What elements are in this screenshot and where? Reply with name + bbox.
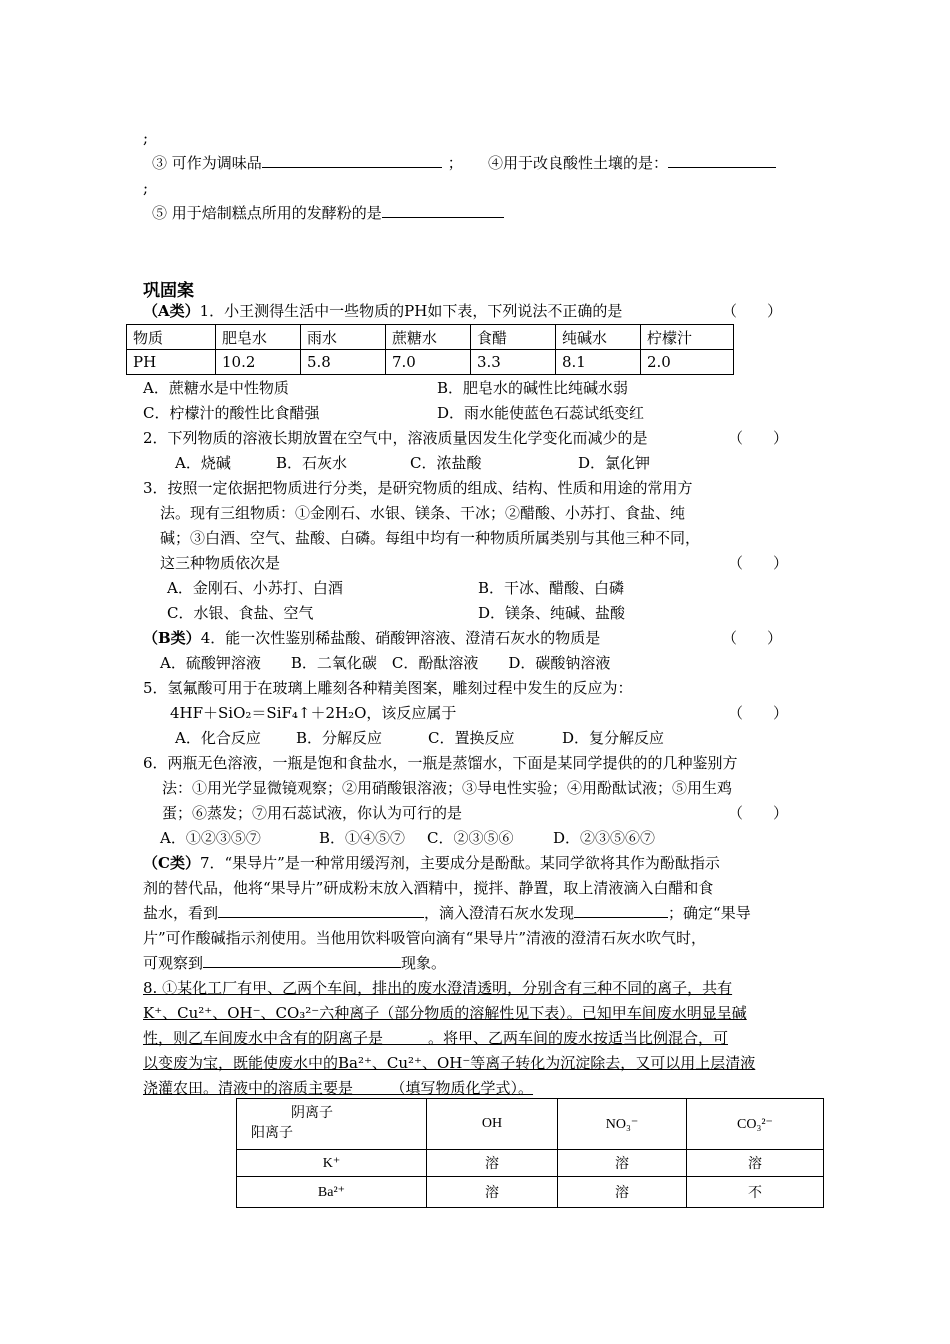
q-soil: [488, 153, 776, 173]
table-row: [237, 1177, 824, 1208]
option-a[interactable]: A．金刚石、小苏打、白酒: [167, 579, 343, 597]
option-b[interactable]: B．肥皂水的碱性比纯碱水弱: [437, 379, 629, 397]
table-cell: 2.0: [641, 350, 734, 375]
table-header-cell: CO₃²⁻: [687, 1099, 824, 1150]
option-b[interactable]: B．分解反应: [296, 729, 383, 747]
q-baking-text: ⑤ 用于焙制糕点所用的发酵粉的是: [152, 204, 382, 222]
q2-stem: 2．下列物质的溶液长期放置在空气中，溶液质量因发生化学变化而减少的是: [143, 429, 648, 447]
option-d[interactable]: D．镁条、纯碱、盐酸: [478, 604, 626, 622]
table-header-cell: OH: [427, 1099, 558, 1150]
category-label: （A类）: [143, 302, 200, 320]
table-row: [237, 1150, 824, 1177]
answer-blank[interactable]: [574, 903, 668, 918]
q1-stem: [143, 301, 622, 321]
q-condiment-text: ③ 可作为调味品: [152, 154, 262, 172]
option-d[interactable]: D．②③⑤⑥⑦: [553, 829, 656, 847]
table-header-cell: NO₃⁻: [558, 1099, 687, 1150]
answer-blank[interactable]: [262, 153, 442, 168]
q3-stem-line: 法。现有三组物质：①金刚石、水银、镁条、干冰；②醋酸、小苏打、食盐、纯: [160, 504, 686, 522]
q4-stem: [143, 628, 600, 648]
q7-stem-line: 片”可作酸碱指示剂使用。当他用饮料吸管向滴有“果导片”清液的澄清石灰水吹气时，: [143, 929, 707, 947]
ph-table: [126, 324, 734, 375]
q8-stem-line: K⁺、Cu²⁺、OH⁻、CO₃²⁻六种离子（部分物质的溶解性见下表）。已知甲车间废水明显呈碱: [143, 1004, 747, 1022]
q7-stem-line: [143, 953, 446, 973]
q7-stem-line: [143, 853, 720, 873]
table-cell: 食醋: [471, 325, 556, 350]
option-c[interactable]: C．浓盐酸: [410, 454, 482, 472]
q7-stem-line: 剂的替代品，他将“果导片”研成粉末放入酒精中，搅拌、静置，取上清液滴入白醋和食: [143, 879, 714, 897]
table-cell: 雨水: [301, 325, 386, 350]
cation-header: 阳离子: [251, 1126, 293, 1141]
q8-stem-line: 浇灌农田。清液中的溶质主要是 （填写物质化学式）。: [143, 1079, 534, 1097]
q1-text: 1．小王测得生活中一些物质的PH如下表，下列说法不正确的是: [199, 302, 623, 320]
table-cell: 10.2: [216, 350, 301, 375]
answer-paren[interactable]: （ ）: [728, 804, 789, 822]
table-cell: 溶: [558, 1150, 687, 1177]
table-cell: 溶: [427, 1150, 558, 1177]
answer-paren[interactable]: （ ）: [722, 302, 783, 320]
table-cell: 溶: [687, 1150, 824, 1177]
answer-paren[interactable]: （ ）: [722, 629, 783, 647]
answer-blank[interactable]: [668, 153, 776, 168]
q8-stem-line: 以变废为宝，既能使废水中的Ba²⁺、Cu²⁺、OH⁻等离子转化为沉淀除去，又可以用上层清液: [143, 1054, 756, 1072]
table-cell: 不: [687, 1177, 824, 1208]
table-row: [127, 325, 734, 350]
q-condiment-end: ；: [447, 154, 463, 172]
q7-text: 可观察到: [143, 954, 204, 972]
table-cell: 纯碱水: [556, 325, 641, 350]
q5-stem-line: 5．氢氟酸可用于在玻璃上雕刻各种精美图案，雕刻过程中发生的反应为：: [143, 679, 633, 697]
table-cell: 肥皂水: [216, 325, 301, 350]
q7-text: 盐水，看到: [143, 904, 219, 922]
table-cell: 溶: [558, 1177, 687, 1208]
table-cell: 柠檬汁: [641, 325, 734, 350]
option-a[interactable]: A．烧碱: [175, 454, 231, 472]
table-row: [127, 350, 734, 375]
option-c[interactable]: C．置换反应: [428, 729, 515, 747]
q6-stem-line: 6．两瓶无色溶液，一瓶是饱和食盐水，一瓶是蒸馏水，下面是某同学提供的的几种鉴别方: [143, 754, 738, 772]
q6-stem-line: 法：①用光学显微镜观察；②用硝酸银溶液；③导电性实验；④用酚酞试液；⑤用生鸡: [162, 779, 733, 797]
q4-options[interactable]: A．硫酸钾溶液 B．二氧化碳 C．酚酞溶液 D．碳酸钠溶液: [160, 654, 611, 672]
table-corner-cell: [237, 1099, 427, 1150]
answer-paren[interactable]: （ ）: [728, 554, 789, 572]
solubility-table: [236, 1098, 824, 1208]
category-label: （C类）: [143, 854, 200, 872]
option-c[interactable]: C．水银、食盐、空气: [167, 604, 314, 622]
table-cell: 溶: [427, 1177, 558, 1208]
q4-text: 4．能一次性鉴别稀盐酸、硝酸钾溶液、澄清石灰水的物质是: [200, 629, 601, 647]
option-d[interactable]: D．雨水能使蓝色石蕊试纸变红: [437, 404, 645, 422]
table-cell: 3.3: [471, 350, 556, 375]
q8-stem-line: 性，则乙车间废水中含有的阴离子是 。将甲、乙两车间的废水按适当比例混合，可: [143, 1029, 729, 1047]
q-baking: [152, 203, 504, 223]
q-soil-text: ④用于改良酸性土壤的是：: [488, 154, 669, 172]
q7-stem-line: [143, 903, 751, 923]
option-c[interactable]: C．②③⑤⑥: [427, 829, 514, 847]
option-b[interactable]: B．干冰、醋酸、白磷: [478, 579, 625, 597]
answer-blank[interactable]: [218, 903, 424, 918]
semicolon-mark: ;: [143, 129, 149, 147]
semicolon-mark: ;: [143, 179, 149, 197]
q6-stem-line: 蛋；⑥蒸发；⑦用石蕊试液，你认为可行的是: [162, 804, 463, 822]
anion-header: 阴离子: [291, 1106, 333, 1121]
q7-text: 7．“果导片”是一种常用缓泻剂，主要成分是酚酞。某同学欲将其作为酚酞指示: [199, 854, 720, 872]
option-c[interactable]: C．柠檬汁的酸性比食醋强: [143, 404, 320, 422]
q7-text: 现象。: [401, 954, 447, 972]
answer-paren[interactable]: （ ）: [728, 429, 789, 447]
table-cell: PH: [127, 350, 216, 375]
answer-blank[interactable]: [382, 203, 504, 218]
q7-text: ；确定“果导: [668, 904, 751, 922]
option-d[interactable]: D．氯化钾: [578, 454, 651, 472]
table-cell: Ba²⁺: [237, 1177, 427, 1208]
option-b[interactable]: B．石灰水: [276, 454, 348, 472]
q8-stem-line: 8. ①某化工厂有甲、乙两个车间，排出的废水澄清透明，分别含有三种不同的离子，共有: [143, 979, 733, 997]
table-cell: 5.8: [301, 350, 386, 375]
table-cell: 物质: [127, 325, 216, 350]
table-cell: 8.1: [556, 350, 641, 375]
table-cell: 蔗糖水: [386, 325, 471, 350]
table-row: [237, 1099, 824, 1150]
option-d[interactable]: D．复分解反应: [562, 729, 665, 747]
q5-equation: 4HF＋SiO₂＝SiF₄↑＋2H₂O，该反应属于: [170, 704, 457, 722]
table-cell: 7.0: [386, 350, 471, 375]
answer-paren[interactable]: （ ）: [728, 704, 789, 722]
q-condiment: [152, 153, 463, 173]
section-title: 巩固案: [143, 281, 194, 300]
category-label: （B类）: [143, 629, 201, 647]
option-b[interactable]: B．①④⑤⑦: [319, 829, 406, 847]
option-a[interactable]: A．化合反应: [175, 729, 261, 747]
q3-stem-line: 这三种物质依次是: [160, 554, 281, 572]
option-a[interactable]: A．①②③⑤⑦: [160, 829, 261, 847]
option-a[interactable]: A．蔗糖水是中性物质: [143, 379, 289, 397]
q3-stem-line: 碱；③白酒、空气、盐酸、白磷。每组中均有一种物质所属类别与其他三种不同，: [160, 529, 701, 547]
q7-text: ，滴入澄清石灰水发现: [424, 904, 575, 922]
table-cell: K⁺: [237, 1150, 427, 1177]
answer-blank[interactable]: [203, 953, 401, 968]
q3-stem-line: 3．按照一定依据把物质进行分类，是研究物质的组成、结构、性质和用途的常用方: [143, 479, 693, 497]
